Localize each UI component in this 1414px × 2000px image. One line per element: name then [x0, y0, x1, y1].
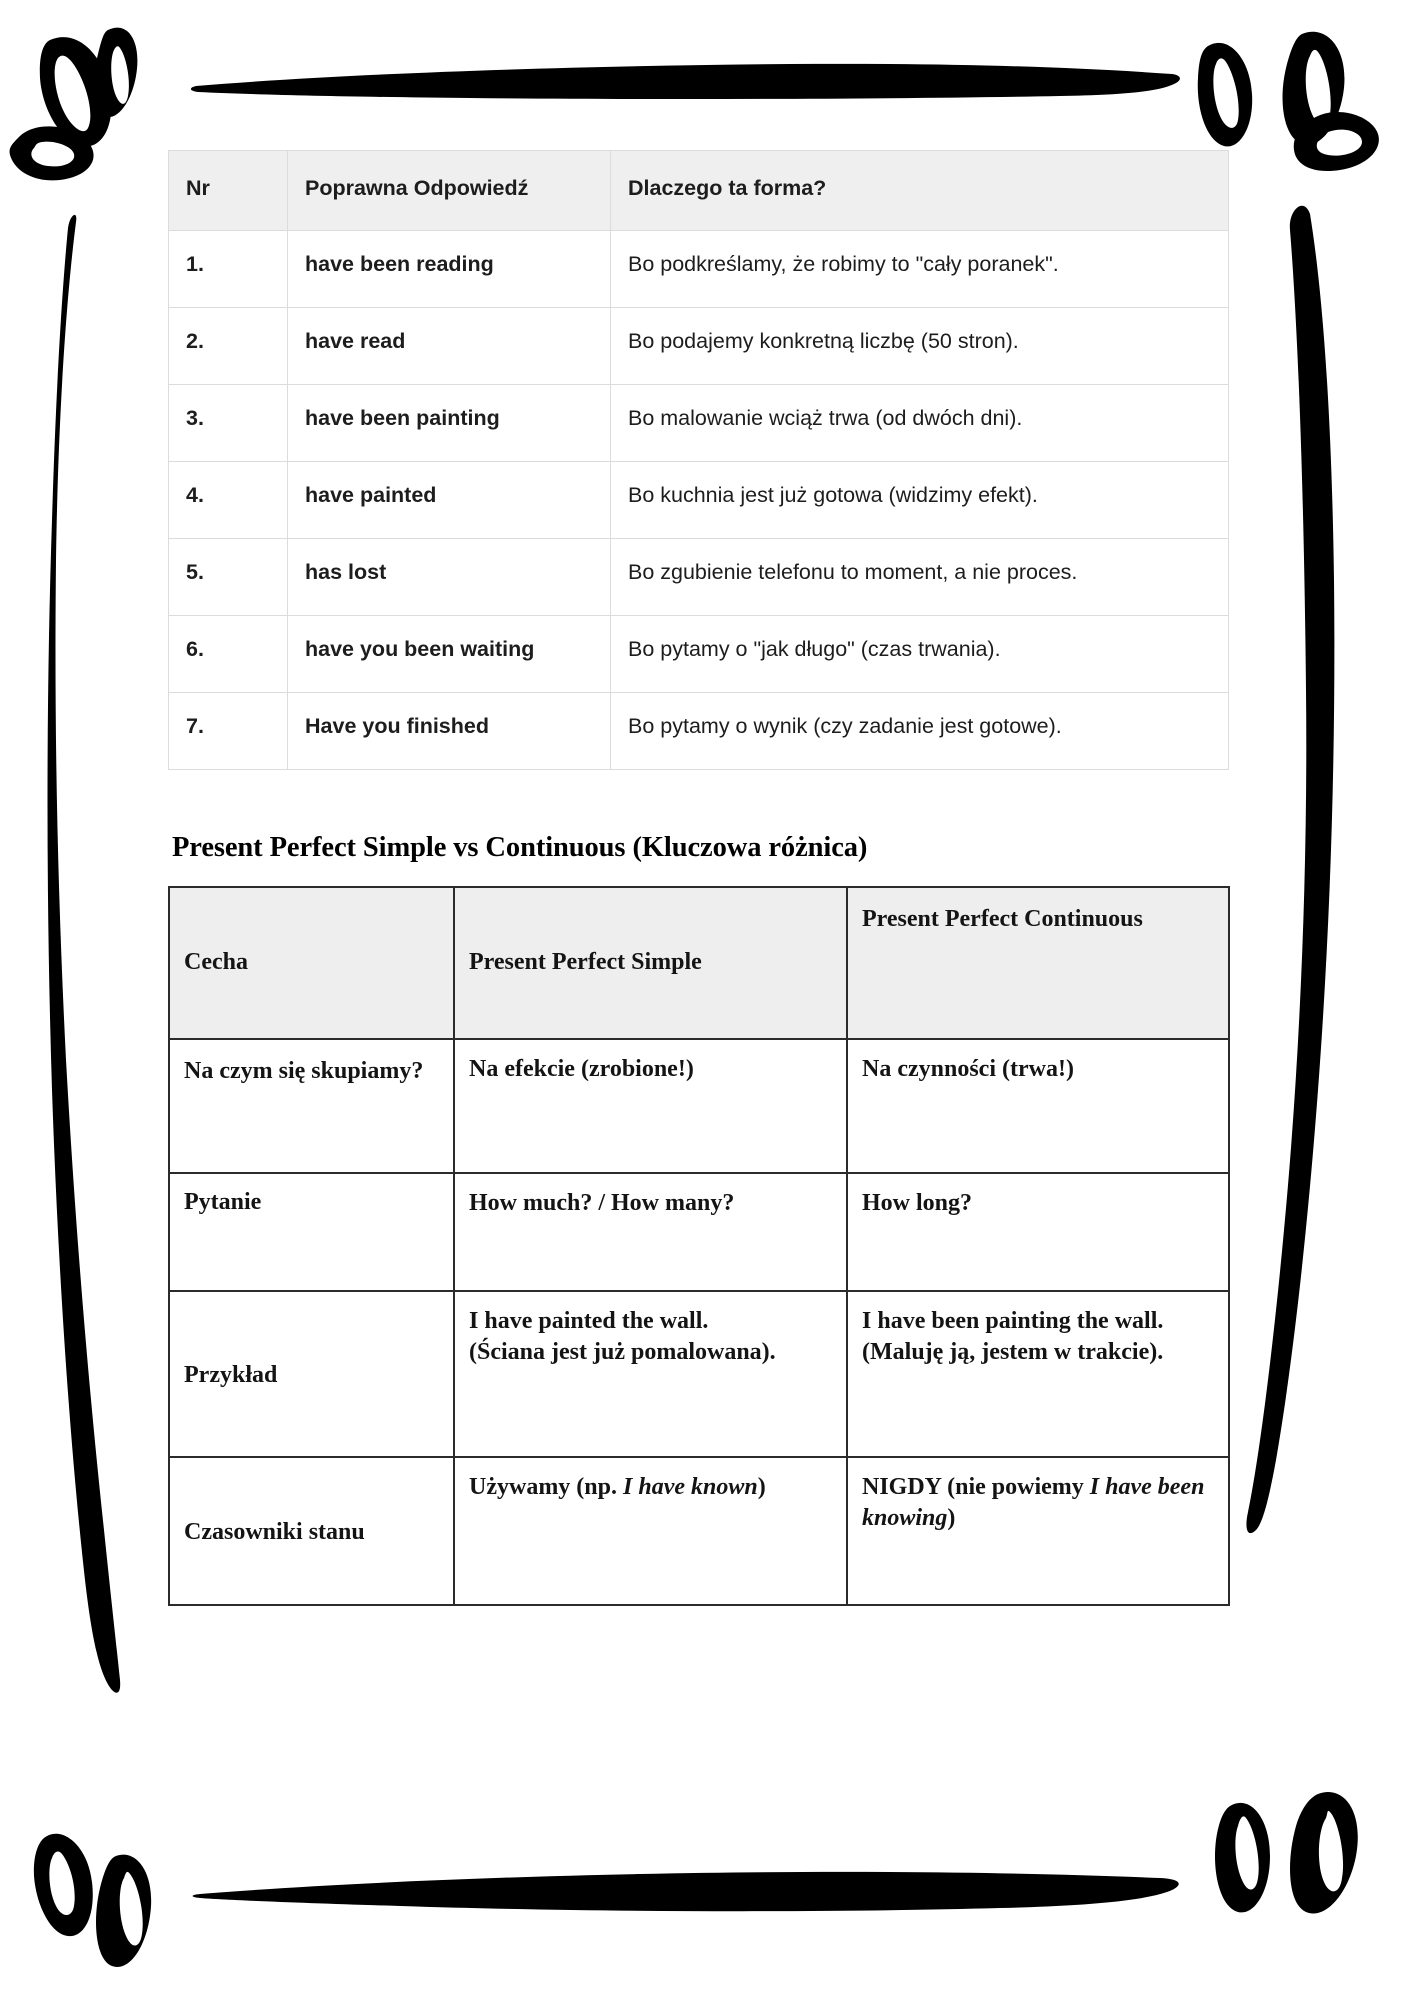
answer-text: has lost	[288, 538, 611, 615]
column-header-continuous: Present Perfect Continuous	[847, 887, 1229, 1039]
brush-stroke-vertical	[48, 215, 121, 1693]
table-row	[169, 1457, 1229, 1605]
leaf-icon	[1283, 32, 1345, 145]
answer-text: have been reading	[288, 230, 611, 307]
feature-label: Czasowniki stanu	[169, 1457, 454, 1605]
continuous-example-translation: (Maluję ją, jestem w trakcie).	[862, 1338, 1164, 1365]
answers-table	[168, 150, 1229, 770]
answer-number: 1.	[169, 230, 288, 307]
answer-explanation: Bo pytamy o wynik (czy zadanie jest gotowe).	[611, 692, 1229, 769]
answer-number: 4.	[169, 461, 288, 538]
answer-number: 2.	[169, 307, 288, 384]
answer-explanation: Bo pytamy o "jak długo" (czas trwania).	[611, 615, 1229, 692]
table-row	[169, 538, 1229, 615]
page-content	[168, 150, 1238, 1606]
table-row	[169, 1039, 1229, 1173]
column-header-simple: Present Perfect Simple	[454, 887, 847, 1039]
answer-text: Have you finished	[288, 692, 611, 769]
table-row	[169, 1291, 1229, 1457]
simple-example-translation: (Ściana jest już pomalowana).	[469, 1338, 776, 1365]
column-header-nr: Nr	[169, 151, 288, 231]
continuous-state-example: I have been knowing	[862, 1473, 1205, 1531]
answer-number: 3.	[169, 384, 288, 461]
continuous-state-prefix: NIGDY (nie powiemy	[862, 1473, 1090, 1500]
continuous-state-suffix: )	[947, 1504, 956, 1531]
simple-value: Na efekcie (zrobione!)	[454, 1039, 847, 1173]
leaf-icon	[94, 28, 137, 118]
simple-state-example: I have known	[623, 1473, 758, 1500]
feature-label: Pytanie	[169, 1173, 454, 1291]
continuous-value	[847, 1457, 1229, 1605]
brush-stroke-horizontal	[191, 64, 1180, 99]
feature-label: Przykład	[169, 1291, 454, 1457]
answer-text: have painted	[288, 461, 611, 538]
answer-number: 5.	[169, 538, 288, 615]
table-row	[169, 461, 1229, 538]
simple-state-suffix: )	[757, 1473, 766, 1500]
table-row	[169, 1173, 1229, 1291]
comparison-table-header-row	[169, 887, 1229, 1039]
comparison-table	[168, 886, 1230, 1606]
leaf-icon	[10, 126, 94, 180]
continuous-value: Na czynności (trwa!)	[847, 1039, 1229, 1173]
brush-stroke-vertical	[1246, 206, 1334, 1533]
answer-text: have you been waiting	[288, 615, 611, 692]
continuous-example-sentence: I have been painting the wall.	[862, 1307, 1164, 1334]
answer-explanation: Bo kuchnia jest już gotowa (widzimy efekt).	[611, 461, 1229, 538]
table-row	[169, 384, 1229, 461]
answer-number: 6.	[169, 615, 288, 692]
simple-value	[454, 1291, 847, 1457]
column-header-why: Dlaczego ta forma?	[611, 151, 1229, 231]
simple-value: How much? / How many?	[454, 1173, 847, 1291]
simple-value	[454, 1457, 847, 1605]
leaf-icon	[1290, 1792, 1358, 1914]
continuous-value	[847, 1291, 1229, 1457]
answers-table-header-row	[169, 151, 1229, 231]
feature-label: Na czym się skupiamy?	[169, 1039, 454, 1173]
table-row	[169, 230, 1229, 307]
leaf-icon	[40, 37, 111, 146]
table-row	[169, 615, 1229, 692]
answer-text: have been painting	[288, 384, 611, 461]
column-header-answer: Poprawna Odpowiedź	[288, 151, 611, 231]
answer-explanation: Bo malowanie wciąż trwa (od dwóch dni).	[611, 384, 1229, 461]
answer-explanation: Bo podkreślamy, że robimy to "cały poranek".	[611, 230, 1229, 307]
answer-explanation: Bo zgubienie telefonu to moment, a nie proces.	[611, 538, 1229, 615]
continuous-value: How long?	[847, 1173, 1229, 1291]
table-row	[169, 307, 1229, 384]
leaf-icon	[34, 1834, 93, 1936]
leaf-icon	[1294, 112, 1379, 171]
table-row	[169, 692, 1229, 769]
answer-text: have read	[288, 307, 611, 384]
section-heading: Present Perfect Simple vs Continuous (Kluczowa różnica)	[172, 831, 868, 863]
column-header-feature: Cecha	[169, 887, 454, 1039]
simple-state-prefix: Używamy (np.	[469, 1473, 623, 1500]
leaf-icon	[1215, 1803, 1270, 1913]
leaf-icon	[1198, 43, 1252, 147]
answer-explanation: Bo podajemy konkretną liczbę (50 stron).	[611, 307, 1229, 384]
brush-stroke-horizontal	[193, 1872, 1179, 1911]
answer-number: 7.	[169, 692, 288, 769]
leaf-icon	[96, 1855, 151, 1967]
simple-example-sentence: I have painted the wall.	[469, 1307, 709, 1334]
